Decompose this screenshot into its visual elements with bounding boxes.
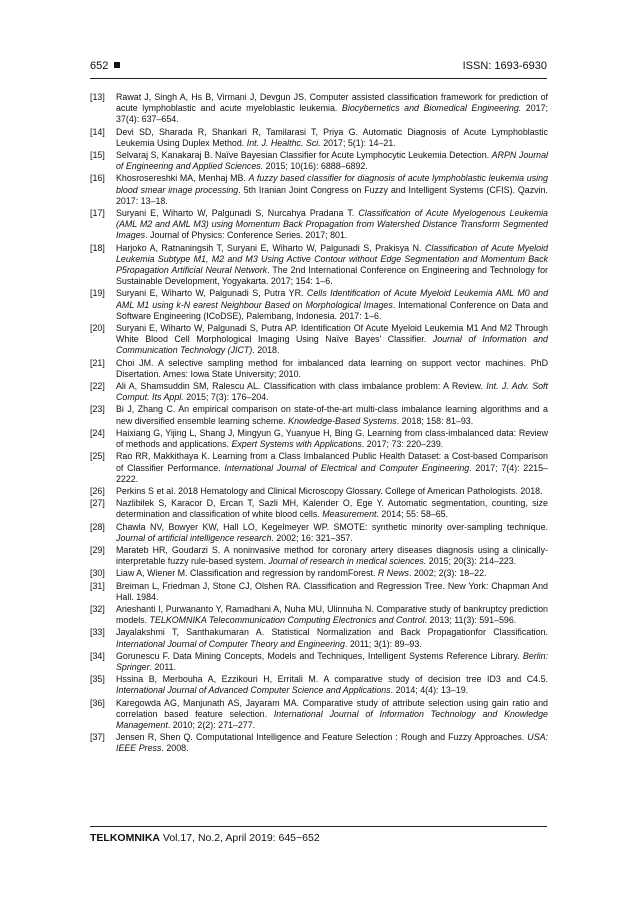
reference-text-main: Arieshanti I, Purwananto Y, Ramadhani A, Nuha MU, Ulinnuha N. Comparative study of bankruptcy prediction models. [116, 603, 548, 626]
reference-text-tail: 2015; 7(3): 176–204. [183, 392, 269, 403]
reference-text [116, 674, 548, 696]
reference-text-tail: . International Conference on Data and Software Engineering (ICoDSE), Palembang, Indonesia. 2017: 1–6. [116, 299, 549, 321]
reference-number: [14] [90, 126, 105, 137]
page-footer [90, 826, 547, 844]
reference-text [116, 92, 548, 126]
reference-text [116, 522, 548, 544]
reference-item [90, 698, 548, 732]
reference-number: [28] [90, 521, 105, 532]
reference-source: USA: IEEE Press [116, 732, 548, 754]
reference-number: [32] [90, 603, 105, 614]
reference-source: International Journal of Computer Theory and Engineering [116, 638, 345, 649]
reference-text-main: Liaw A, Wiener M. Classification and regression by randomForest. [116, 568, 378, 579]
reference-source: Biocybernetics and Biomedical Engineering. [341, 103, 522, 114]
reference-text-tail: 2017; 37(4): 637–654. [116, 103, 548, 125]
reference-text-main: Jensen R, Shen Q. Computational Intelligence and Feature Selection : Rough and Fuzzy Approaches. [116, 732, 528, 743]
reference-number: [21] [90, 357, 105, 368]
reference-text-tail: . 2013; 11(3): 591–596. [424, 615, 517, 626]
reference-text-main: Khosrosereshki MA, Menhaj MB. [116, 173, 249, 184]
reference-number: [29] [90, 544, 105, 555]
reference-source: TELKOMNIKA Telecommunication Computing Electronics and Control [149, 615, 425, 626]
reference-text [116, 150, 548, 172]
reference-text-tail: . 2017; 7(4): 2215–2222. [116, 462, 548, 484]
reference-text-main: Gorunescu F. Data Mining Concepts, Models and Techniques, Intelligent Systems Reference Library. [116, 650, 523, 661]
reference-text [116, 288, 548, 322]
reference-text-tail: 2017; 5(1): 14–21. [320, 137, 396, 148]
reference-text-main: Perkins S et al. 2018 Hematology and Clinical Microscopy Glossary. College of American Pathologists. 2018. [116, 485, 543, 496]
reference-number: [27] [90, 498, 105, 509]
reference-text-main: Marateb HR, Goudarzi S. A noninvasive method for coronary artery diseases diagnosis using a clinically-interpretable fuzzy rule-based system. [116, 544, 548, 567]
reference-text [116, 428, 548, 450]
reference-item [90, 627, 548, 649]
reference-text [116, 581, 548, 603]
reference-text [116, 568, 548, 579]
reference-text-main: Harjoko A, Ratnaningsih T, Suryani E, Wiharto W, Palgunadi S, Prakisya N. [116, 242, 425, 253]
reference-number: [18] [90, 242, 105, 253]
reference-text [116, 651, 548, 673]
reference-text [116, 698, 548, 732]
reference-source: R News [377, 568, 409, 579]
reference-item [90, 451, 548, 485]
reference-text-main: Hssina B, Merbouha A, Ezzikouri H, Erritali M. A comparative study of decision tree ID3 and C4.5. [116, 674, 548, 685]
reference-source: Int. J. Adv. Soft Comput. Its Appl. [116, 381, 548, 403]
reference-number: [35] [90, 674, 105, 685]
reference-item [90, 428, 548, 450]
reference-item [90, 288, 548, 322]
reference-item [90, 208, 548, 242]
reference-item [90, 173, 548, 207]
reference-text-tail: . 2011; 3(1): 89–93. [344, 638, 422, 649]
reference-item [90, 651, 548, 673]
reference-text-main: Bi J, Zhang C. An empirical comparison on state-of-the-art multi-class imbalance learning algorithms and a new diversified ensemble learning scheme. [116, 404, 548, 426]
reference-text-main: Jayalakshmi T, Santhakumaran A. Statistical Normalization and Back Propagationfor Classification. [116, 627, 548, 638]
reference-text-main: Suryani E, Wiharto W, Palgunadi S, Nurcahya Pradana T. [116, 208, 359, 219]
reference-source: Int. J. Healthc. Sci. [246, 137, 321, 148]
reference-text-main: Suryani E, Wiharto W, Palgunadi S, Putra AP. Identification Of Acute Myeloid Leukemia M1 And M2 Through White Blood Cell Morphological Imaging Using Naïve Bayes' Classifier. [116, 323, 548, 345]
reference-text-main: Breiman L, Friedman J, Stone CJ, Olshen RA. Classification and Regression Tree. New York: Chapman And Hall. 1984. [116, 580, 548, 602]
reference-text-main: Devi SD, Sharada R, Shankari R, Tamilarasi T, Priya G. Automatic Diagnosis of Acute Lymphoblastic Leukemia Using Duplex Method. [116, 126, 548, 148]
reference-text [116, 627, 548, 649]
reference-number: [24] [90, 427, 105, 438]
issn: ISSN: 1693-6930 [462, 60, 547, 72]
reference-number: [30] [90, 568, 105, 579]
reference-source: International Journal of Information Technology and Knowledge Management [116, 708, 548, 730]
reference-number: [25] [90, 451, 105, 462]
reference-item [90, 568, 548, 579]
reference-text [116, 486, 548, 497]
reference-text [116, 358, 548, 380]
reference-item [90, 581, 548, 603]
reference-source: Journal of research in medical sciences. [268, 556, 427, 567]
reference-text-main: Ali A, Shamsuddin SM, Ralescu AL. Classification with class imbalance problem: A Review. [116, 381, 487, 392]
page-header [90, 58, 547, 79]
reference-source: Berlin: Springer [116, 650, 548, 672]
journal-name: TELKOMNIKA [90, 832, 160, 844]
reference-text-main: Choi JM. A selective sampling method for imbalanced data learning on support vector machines. PhD Disertation. Ames: Iowa State University; 2010. [116, 357, 548, 379]
reference-source: Classification of Acute Myelogenous Leukemia (AML M2 and AML M3) using Momentum Back Propagation from Watershed Distance Transform Segmented Images [116, 208, 548, 241]
reference-item [90, 381, 548, 403]
reference-item [90, 358, 548, 380]
reference-source: Knowledge-Based Systems [288, 415, 397, 426]
reference-text-main: Rawat J, Singh A, Hs B, Virmani J, Devgun JS. Computer assisted classification framework for prediction of acute lymphoblastic and acute myeloblastic leukemia. [116, 92, 548, 114]
reference-source: ARPN Journal of Engineering and Applied Sciences. [116, 150, 548, 172]
reference-text-tail: . 2014; 55: 58–65. [376, 509, 449, 520]
reference-source: Journal of artificial intelligence research [116, 532, 272, 543]
reference-item [90, 545, 548, 567]
reference-list [90, 92, 548, 756]
reference-item [90, 92, 548, 126]
reference-item [90, 486, 548, 497]
reference-text-tail: . 2017; 73: 220–239. [361, 439, 444, 450]
reference-text-tail: 2015; 20(3): 214–223. [426, 556, 517, 567]
reference-source: International Journal of Advanced Computer Science and Applications [116, 685, 391, 696]
reference-text [116, 404, 548, 426]
reference-text-main: Haixiang G, Yijing L, Shang J, Mingyun G, Yuanyue H, Bing G. Learning from class-imbalanced data: Review of methods and applications. [116, 427, 548, 450]
reference-text-tail: . 2011. [149, 661, 177, 672]
reference-number: [13] [90, 92, 105, 102]
issue-details: Vol.17, No.2, April 2019: 645~652 [162, 832, 320, 844]
reference-item [90, 404, 548, 426]
reference-number: [19] [90, 288, 105, 299]
reference-item [90, 150, 548, 172]
reference-source: A fuzzy based classifier for diagnosis of acute lymphoblastic leukemia using blood smear image processing [116, 173, 548, 195]
reference-text-tail: . 2002; 2(3): 18–22. [409, 568, 487, 579]
reference-text-main: Rao RR, Makkithaya K. Learning from a Class Imbalanced Public Health Dataset: a Cost-based Comparison of Classifier Performance. [116, 451, 548, 473]
reference-number: [15] [90, 150, 105, 161]
reference-text [116, 381, 548, 403]
reference-number: [23] [90, 404, 105, 415]
reference-source: Cells Identification of Acute Myeloid Leukemia AML M0 and AML M1 using k-N earest Neighbour Based on Morphological Images [116, 288, 548, 310]
reference-text-main: Selvaraj S, Kanakaraj B. Naïve Bayesian Classifier for Acute Lymphocytic Leukemia Detection. [116, 150, 492, 161]
reference-text-tail: . 2018; 158: 81–93. [396, 415, 474, 426]
reference-number: [20] [90, 323, 105, 334]
reference-text [116, 323, 548, 357]
reference-source: Measurement [322, 509, 377, 520]
reference-text [116, 173, 548, 207]
reference-item [90, 127, 548, 149]
reference-item [90, 732, 548, 754]
reference-text-tail: . 2002; 16: 321–357. [271, 532, 353, 543]
reference-source: International Journal of Electrical and Computer Engineering [224, 462, 470, 473]
reference-text-tail: . 2008. [161, 743, 189, 754]
reference-item [90, 323, 548, 357]
reference-text-tail: . 5th Iranian Joint Congress on Fuzzy and Intelligent Systems (CFIS). Qazvin. 2017: 13–18. [116, 184, 548, 206]
reference-text [116, 732, 548, 754]
reference-text-tail: . 2018. [252, 345, 280, 356]
reference-text [116, 604, 548, 626]
reference-number: [37] [90, 732, 105, 743]
reference-item [90, 243, 548, 288]
reference-source: Expert Systems with Applications [231, 439, 362, 450]
reference-number: [33] [90, 627, 105, 638]
reference-number: [26] [90, 485, 105, 496]
reference-text-main: Chawla NV, Bowyer KW, Hall LO, Kegelmeyer WP. SMOTE: synthetic minority over-sampling technique. [116, 521, 548, 532]
reference-text-tail: 2015; 10(16): 6888–6892. [263, 161, 368, 172]
reference-text-tail: . The 2nd International Conference on Engineering and Technology for Sustainable Development, Yogyakarta. 2017; 154: 1–6. [116, 265, 548, 287]
reference-item [90, 604, 548, 626]
reference-text-main: Karegowda AG, Manjunath AS, Jayaram MA. Comparative study of attribute selection using gain ratio and correlation based feature selection. [116, 697, 548, 719]
reference-number: [17] [90, 208, 105, 219]
reference-text [116, 545, 548, 567]
reference-number: [34] [90, 650, 105, 661]
reference-item [90, 674, 548, 696]
reference-number: [16] [90, 173, 105, 184]
square-bullet-icon [114, 62, 120, 68]
reference-text [116, 243, 548, 288]
reference-text [116, 451, 548, 485]
reference-text [116, 208, 548, 242]
reference-text [116, 127, 548, 149]
reference-number: [36] [90, 697, 105, 708]
reference-item [90, 498, 548, 520]
reference-item [90, 522, 548, 544]
reference-text-tail: . 2014; 4(4): 13–19. [390, 685, 469, 696]
reference-source: Classification of Acute Myeloid Leukemia Subtype M1, M2 and M3 Using Active Contour without Edge Segmentation and Momentum Back P5ropagation Artificial Neural Network [116, 242, 549, 276]
reference-text-main: Suryani E, Wiharto W, Palgunadi S, Putra YR. [116, 288, 307, 299]
reference-number: [31] [90, 580, 105, 591]
reference-text-tail: . Journal of Physics: Conference Series. 2017; 801. [145, 230, 348, 241]
reference-number: [22] [90, 381, 105, 392]
reference-text [116, 498, 548, 520]
reference-source: Journal of Information and Communication Technology (JICT) [116, 334, 548, 356]
page-number: 652 [90, 60, 120, 72]
reference-text-tail: . 2010; 2(2): 271–277. [167, 719, 256, 730]
reference-text-main: Nazlibilek S, Karacor D, Ercan T, Sazli MH, Kalender O, Ege Y. Automatic segmentation, counting, size determination and classification of white blood cells. [116, 498, 548, 520]
